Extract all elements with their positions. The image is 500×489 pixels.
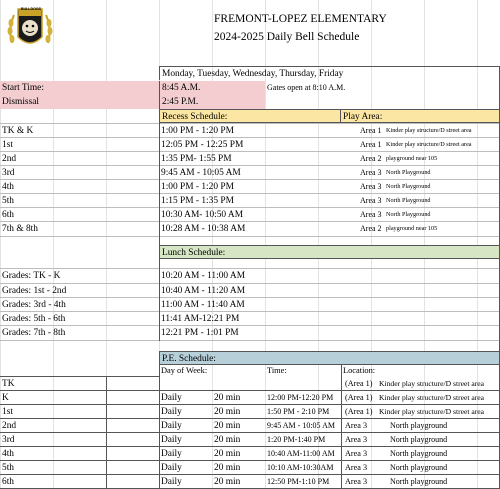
- pe-time: 9:45 AM - 10:05 AM: [267, 421, 336, 430]
- recess-grade: 4th: [2, 182, 14, 192]
- pe-place: Kinder play structure/D street area: [379, 407, 484, 416]
- pe-grade: 3rd: [2, 435, 15, 445]
- pe-duration: 20 min: [214, 463, 241, 473]
- table-row: [0, 269, 500, 283]
- table-row: [0, 391, 500, 405]
- pe-place: Kinder play structure/D street area: [379, 393, 484, 402]
- lunch-grade: Grades: 3rd - 4th: [2, 300, 66, 310]
- lunch-time: 11:00 AM - 11:40 AM: [161, 300, 245, 310]
- pe-time: 10:40 AM-11:00 AM: [267, 449, 335, 458]
- lunch-heading: Lunch Schedule:: [159, 245, 500, 259]
- logo-text: BULLDOGS: [20, 7, 42, 11]
- recess-time: 9:45 AM - 10:05 AM: [161, 168, 241, 178]
- days-of-week: Monday, Tuesday, Wednesday, Thursday, Friday: [159, 66, 500, 80]
- pe-grade: TK: [2, 379, 15, 389]
- pe-duration: 20 min: [214, 435, 241, 445]
- pe-place: North playground: [390, 463, 448, 472]
- recess-area: Area 3: [360, 196, 382, 205]
- table-row: [0, 152, 500, 166]
- recess-grade: 2nd: [2, 154, 17, 164]
- recess-place: playground near 105: [386, 225, 438, 232]
- recess-area: Area 2: [360, 224, 382, 233]
- recess-place: North Playground: [386, 169, 431, 176]
- table-row: [0, 447, 500, 461]
- table-row: [0, 461, 500, 475]
- pe-grade: 5th: [2, 463, 14, 473]
- recess-grade: 1st: [2, 140, 13, 150]
- pe-place: North playground: [390, 477, 448, 486]
- table-row: [0, 222, 500, 236]
- pe-time: 12:50 PM-1:10 PM: [267, 477, 330, 486]
- pe-time: [265, 377, 343, 391]
- pe-area: Area 3: [345, 463, 368, 472]
- recess-time: 1:00 PM - 1:20 PM: [161, 126, 234, 136]
- pe-day: Daily: [161, 477, 182, 487]
- recess-heading: Recess Schedule:: [159, 109, 341, 123]
- recess-place: North Playground: [386, 183, 431, 190]
- pe-grade: K: [2, 393, 9, 403]
- recess-area: Area 3: [360, 168, 382, 177]
- pe-duration: 20 min: [214, 393, 241, 403]
- pe-duration: 20 min: [214, 477, 241, 487]
- pe-grade: 4th: [2, 449, 14, 459]
- lunch-time: 10:20 AM - 11:00 AM: [161, 271, 246, 281]
- play-area-heading: Play Area:: [341, 109, 500, 123]
- recess-area: Area 3: [360, 182, 382, 191]
- table-row: [0, 312, 500, 326]
- table-row: [0, 194, 500, 208]
- table-row: [0, 405, 500, 419]
- pe-area: Area 3: [345, 449, 368, 458]
- recess-time: 1:00 PM - 1:20 PM: [161, 182, 234, 192]
- pe-place: North playground: [390, 449, 448, 458]
- lunch-grade: Grades: 7th - 8th: [2, 328, 66, 338]
- recess-place: Kinder play structure/D street area: [386, 141, 472, 148]
- pe-place: North playground: [390, 421, 448, 430]
- table-row: [0, 377, 500, 391]
- dismissal-value: 2:45 P.M.: [159, 95, 265, 109]
- recess-time: 10:28 AM - 10:38 AM: [161, 224, 246, 234]
- recess-grade: 7th & 8th: [2, 224, 38, 234]
- table-row: [0, 138, 500, 152]
- lunch-time: 10:40 AM - 11:20 AM: [161, 286, 246, 296]
- pe-duration: 20 min: [214, 421, 241, 431]
- pe-day: Daily: [161, 463, 182, 473]
- recess-time: 1:35 PM- 1:55 PM: [161, 154, 232, 164]
- pe-grade: 1st: [2, 407, 13, 417]
- table-row: [0, 326, 500, 340]
- table-row: [0, 166, 500, 180]
- pe-area: (Area 1): [345, 407, 373, 416]
- schedule-subtitle: 2024-2025 Daily Bell Schedule: [214, 31, 360, 43]
- table-row: [0, 433, 500, 447]
- pe-time: 12:00 PM-12:20 PM: [267, 393, 334, 402]
- recess-grade: 3rd: [2, 168, 15, 178]
- recess-time: 12:05 PM - 12:25 PM: [161, 140, 244, 150]
- pe-place: Kinder play structure/D street area: [379, 379, 484, 388]
- pe-place: North playground: [390, 435, 448, 444]
- pe-day: Daily: [161, 393, 182, 403]
- recess-time: 1:15 PM - 1:35 PM: [161, 196, 234, 206]
- pe-area: Area 3: [345, 435, 368, 444]
- recess-area: Area 3: [360, 210, 382, 219]
- table-row: [0, 180, 500, 194]
- pe-area: Area 3: [345, 421, 368, 430]
- recess-area: Area 1: [360, 126, 382, 135]
- table-row: [0, 284, 500, 298]
- pe-time: 1:50 PM - 2:10 PM: [267, 407, 330, 416]
- pe-grade: 6th: [2, 477, 14, 487]
- table-row: [0, 298, 500, 312]
- pe-time: 10:10 AM-10:30AM: [267, 463, 334, 472]
- table-row: [0, 208, 500, 222]
- recess-grade: 5th: [2, 196, 14, 206]
- start-time-label: Start Time:: [0, 81, 159, 95]
- pe-duration: [212, 377, 265, 391]
- table-row: [0, 475, 500, 489]
- pe-day: Daily: [161, 421, 182, 431]
- recess-time: 10:30 AM- 10:50 AM: [161, 210, 244, 220]
- pe-duration: 20 min: [214, 449, 241, 459]
- pe-day: Daily: [161, 449, 182, 459]
- pe-col-day: Day of Week:: [161, 366, 208, 375]
- recess-place: North Playground: [386, 197, 431, 204]
- pe-area: (Area 1): [345, 393, 373, 402]
- pe-day: Daily: [161, 435, 182, 445]
- lunch-grade: Grades: 5th - 6th: [2, 314, 66, 324]
- pe-grade: 2nd: [2, 421, 17, 431]
- lunch-grade: Grades: 1st - 2nd: [2, 286, 67, 296]
- lunch-time: 12:21 PM - 1:01 PM: [161, 328, 239, 338]
- recess-place: playground near 105: [386, 155, 438, 162]
- recess-grade: 6th: [2, 210, 14, 220]
- lunch-grade: Grades: TK - K: [2, 271, 61, 281]
- pe-area: (Area 1): [345, 379, 373, 388]
- pe-day: [159, 377, 212, 391]
- dismissal-label: Dismissal: [0, 95, 159, 109]
- pe-col-time: Time:: [267, 366, 287, 375]
- pe-day: Daily: [161, 407, 182, 417]
- pe-col-location: Location:: [343, 366, 376, 375]
- gates-open-note: Gates open at 8:10 A.M.: [267, 83, 346, 92]
- pe-heading: P.E. Schedule:: [159, 351, 500, 365]
- table-row: [0, 419, 500, 433]
- recess-grade: TK & K: [2, 126, 34, 136]
- recess-area: Area 1: [360, 140, 382, 149]
- recess-place: North Playground: [386, 211, 431, 218]
- pe-time: 1:20 PM-1:40 PM: [267, 435, 326, 444]
- table-row: [0, 124, 500, 138]
- recess-area: Area 2: [360, 154, 382, 163]
- pe-duration: 20 min: [214, 407, 241, 417]
- start-time-value: 8:45 A.M.: [159, 81, 265, 95]
- recess-place: Kinder play structure/D street area: [386, 127, 472, 134]
- school-title: FREMONT-LOPEZ ELEMENTARY: [214, 13, 387, 25]
- lunch-time: 11:41 AM-12:21 PM: [161, 314, 240, 324]
- pe-area: Area 3: [345, 477, 368, 486]
